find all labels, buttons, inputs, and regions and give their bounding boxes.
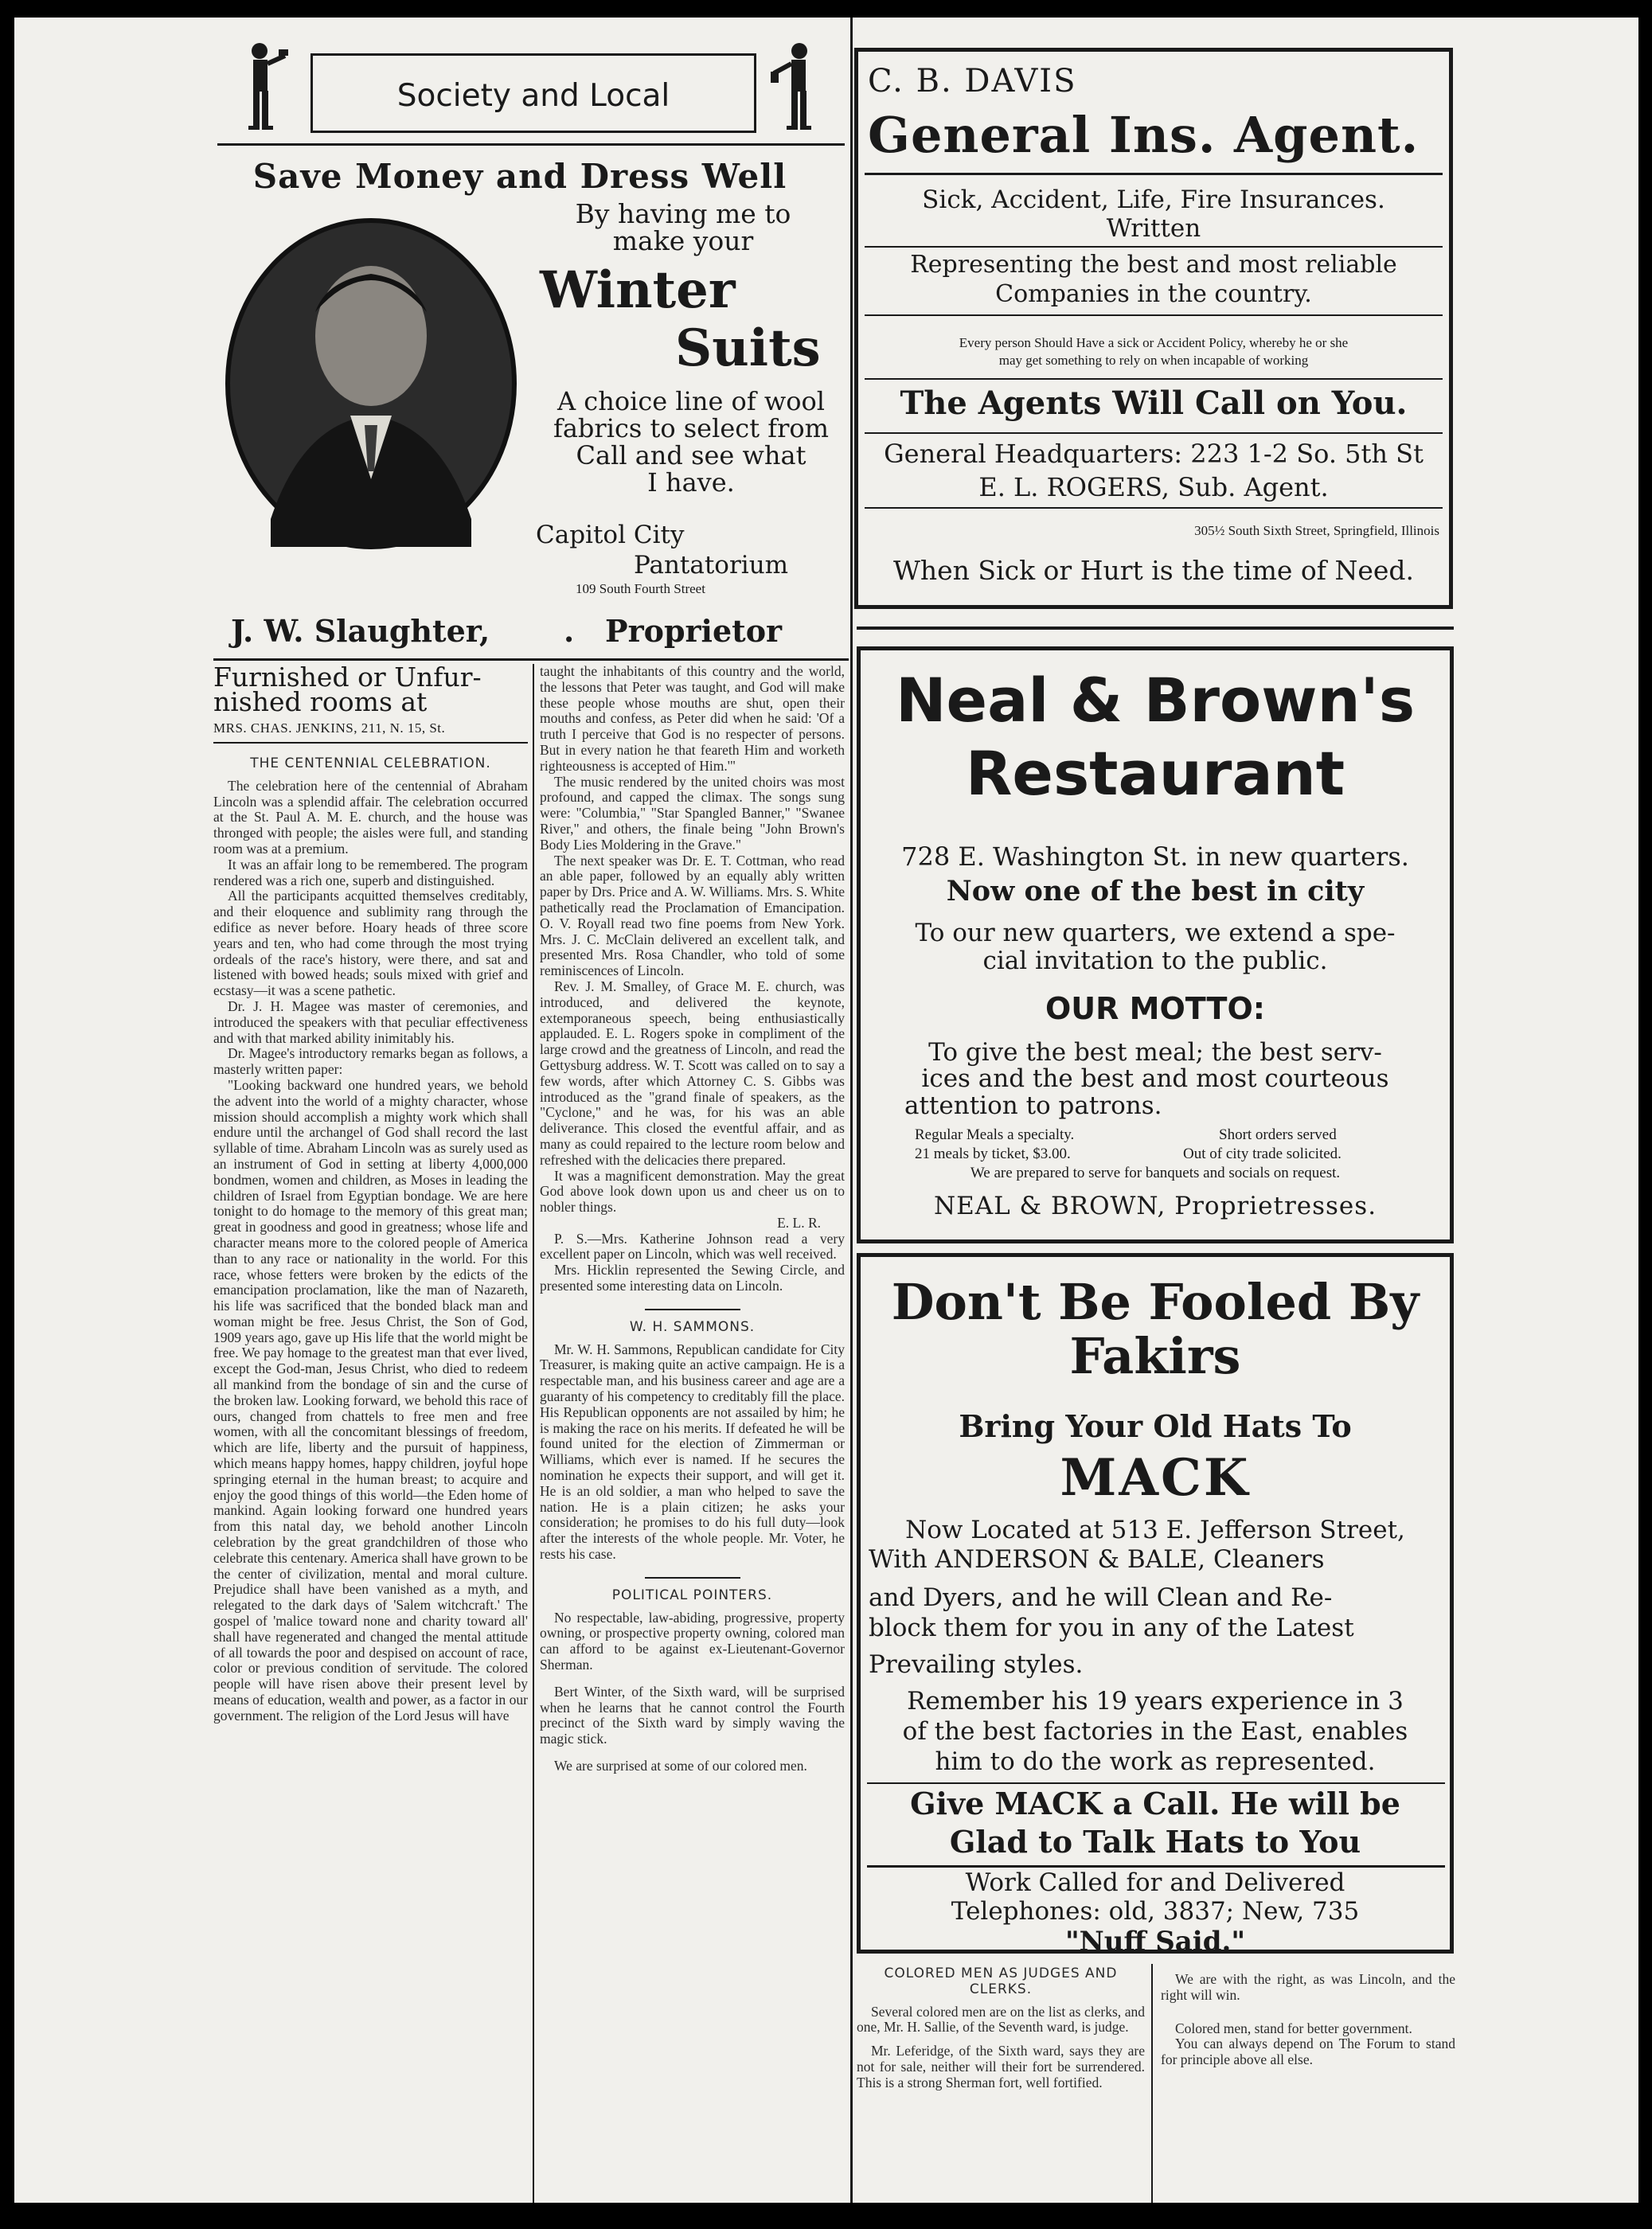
column-divider-3 [1151,1964,1153,2203]
restaurant-invite2: cial invitation to the public. [982,947,1328,975]
mack-body2: With ANDERSON & BALE, Cleaners [869,1545,1325,1574]
article-paragraph: It was an affair long to be remembered. The program rendered was a rich one, superb and distinguished. [213,856,528,888]
restaurant-best: Now one of the best in city [946,875,1365,908]
restaurant-motto1: To give the best meal; the best serv- [928,1038,1382,1067]
restaurant-name1: Neal & Brown's [895,665,1416,736]
article-paragraph: Dr. Magee's introductory remarks began as follows, a masterly written paper: [213,1045,528,1078]
davis-title: General Ins. Agent. [868,106,1420,164]
article-paragraph: You can always depend on The Forum to stand for principle above all else. [1161,2036,1455,2068]
mack-body4: block them for you in any of the Latest [869,1614,1354,1642]
mack-nuff: "Nuff Said." [1064,1926,1246,1958]
slaughter-desc [532,388,850,496]
article-paragraph: The celebration here of the centennial of Abraham Lincoln was a splendid affair. The celebration occurred at the St. Paul A. M. E. church, and the house was thronged with people; the aisles were full, and standing room was at a premium. [213,777,528,857]
article-paragraph: taught the inhabitants of this country and the world, the lessons that Peter was taught, and God will make these people whose mouths are shut, open their mouths and confess, as Peter did when he said: 'Of a truth I perceive that God is no respecter of persons. But in every nation he that feareth Him and worketh righteousness is accepted of Him.'" [540,664,845,774]
slaughter-proprietor: Proprietor [605,613,783,649]
slaughter-business1: Capitol City [536,521,685,549]
restaurant-detail2b: Out of city trade solicited. [1183,1146,1342,1162]
davis-rule [865,378,1443,380]
article-paragraph: Mrs. Hicklin represented the Sewing Circle, and presented some interesting data on Lincoln. [540,1262,845,1294]
slaughter-winter: Winter [540,260,736,320]
portrait-oval [223,217,519,551]
article-paragraph: Rev. J. M. Smalley, of Grace M. E. church, was introduced, and delivered the keynote, extemporaneous speech, being enthusiastically applauded. E. L. Rogers spoke in compliment of the large crowd and the greatness of Lincoln, and read the Gettysburg address. W. T. Scott was called on to say a few words, after which Attorney C. S. Gibbs was introduced as the "grand finale of speakers, as the "Cyclone," and he was, for his was an able deliverance. This closed the eventful affair, and as many as could repaired to the lecture room below and refreshed with the delicacies there prepared. [540,978,845,1168]
mack-bring: Bring Your Old Hats To [959,1408,1352,1444]
mack-rule [867,1865,1445,1868]
restaurant-top-rule [857,627,1454,630]
mack-body1: Now Located at 513 E. Jefferson Street, [905,1516,1405,1544]
right-column [1161,1972,1455,2199]
davis-hq: General Headquarters: 223 1-2 So. 5th St [884,439,1424,469]
rooms-rule [213,742,528,744]
section-rule [645,1577,740,1579]
mack-body3: and Dyers, and he will Clean and Re- [869,1583,1333,1612]
slaughter-address: 109 South Fourth Street [576,581,705,596]
political-heading: POLITICAL POINTERS. [611,1587,773,1603]
rooms-line2: nished rooms at [213,686,428,717]
davis-rule [865,173,1443,175]
mack-exp2: of the best factories in the East, enables [902,1717,1408,1746]
slaughter-desc-line: I have. [647,467,735,498]
section-title: Society and Local [396,78,670,114]
article-paragraph: P. S.—Mrs. Katherine Johnson read a very excellent paper on Lincoln, which was well received. [540,1230,845,1263]
article-paragraph: Mr. W. H. Sammons, Republican candidate for City Treasurer, is making quite an active campaign. He is a respectable man, and his business career and age are a guaranty of his competency to creditably fill the place. His Republican opponents are not assailed by him; he is making the race on his merits. If defeated he will be found united for the election of Zimmerman or Williams, which ever is named. If he secures the nomination he expects their support, and will get it. He is an old soldier, a man who helped to save the nation. He is a plain citizen; he asks your consideration; he promises to do his full duty—look after the interests of the whole people. Mr. Voter, he rests his case. [540,1341,845,1563]
header-title-box [310,53,756,133]
slaughter-desc-line: Call and see what [576,440,806,470]
centennial-column-1 [213,747,528,2203]
centennial-column-2 [540,664,845,2203]
article-paragraph: All the participants acquitted themselves creditably, and their eloquence and sublimity rang through the edifice as never before. Hoary heads of three score years and ten, who had come through the most trying ordeals of the race's history, were there, and sat and listened with bowed heads; souls mixed with grief and ecstasy—it was a scene pathetic. [213,888,528,999]
slaughter-desc-line: A choice line of wool [557,386,825,416]
centennial-heading: THE CENTENNIAL CELEBRATION. [250,755,491,771]
mack-call1: Give MACK a Call. He will be [910,1786,1400,1821]
article-paragraph: No respectable, law-abiding, progressive, property owning, or prospective property owning, colored man can afford to be against ex-Lieutenant-Governor Sherman. [540,1609,845,1673]
article-paragraph: The next speaker was Dr. E. T. Cottman, who read an able paper, followed by an equally ably written paper by Drs. Price and A. W. Williams. Mrs. S. White pathetically read the Proclamation of Emancipation. O. V. Royall read two fine poems from New York. Mrs. J. C. McClain delivered an excellent talk, and presented Mrs. Rosa Chandler, who told of some reminiscences of Lincoln. [540,852,845,979]
davis-line2: Written [1106,214,1201,243]
restaurant-detail1b: Short orders served [1219,1126,1337,1143]
slaughter-sub [532,198,834,256]
davis-footer: When Sick or Hurt is the time of Need. [892,555,1415,586]
newspaper-page [14,18,1638,2203]
article-paragraph: Several colored men are on the list as clerks, and one, Mr. H. Sallie, of the Seventh ward, is judge. [857,2003,1145,2036]
davis-call: The Agents Will Call on You. [900,385,1408,422]
davis-address: 305½ South Sixth Street, Springfield, Illinois [1194,523,1439,538]
restaurant-motto-head: OUR MOTTO: [1045,991,1265,1026]
article-paragraph: It was a magnificent demonstration. May the great God above look down upon us and cheer us on to nobler things. [540,1167,845,1216]
davis-rule [865,314,1443,316]
restaurant-motto3: attention to patrons. [904,1091,1162,1120]
centennial-signature: E. L. R. [777,1214,821,1231]
column-divider-2 [850,18,853,2203]
mack-exp3: him to do the work as represented. [935,1747,1376,1776]
mack-rule [867,1782,1445,1784]
mack-call2: Glad to Talk Hats to You [949,1824,1361,1860]
article-paragraph: Colored men, stand for better government. [1175,2020,1412,2036]
column-divider-1 [533,664,534,2203]
judges-column [857,1966,1145,2199]
mack-body5: Prevailing styles. [869,1650,1084,1679]
mack-head2: Fakirs [1069,1327,1241,1385]
rooms-line1: Furnished or Unfur- [213,662,482,693]
mack-ad [857,1253,1454,1958]
davis-small1: Every person Should Have a sick or Accident Policy, whereby he or she [959,335,1349,350]
header-left-figure [236,33,291,137]
header-underline [217,143,845,146]
article-paragraph: Mr. Leferidge, of the Sixth ward, says they are not for sale, neither will their fort be surrendered. This is a strong Sherman fort, well fortified. [857,2043,1145,2090]
davis-rule [865,432,1443,434]
slaughter-headline: Save Money and Dress Well [252,157,787,196]
slaughter-bottom-rule [213,658,849,661]
mack-phones: Telephones: old, 3837; New, 735 [951,1897,1360,1926]
restaurant-name2: Restaurant [965,738,1345,809]
article-paragraph: The music rendered by the united choirs was most profound, and capped the climax. The songs sung were: "Columbia," "Star Spangled Banner," "Swanee River," and others, the finale being "John Brown's Body Lies Moldering in the Grave." [540,773,845,853]
mack-name: MACK [1060,1448,1251,1508]
restaurant-detail3: We are prepared to serve for banquets and socials on request. [970,1165,1341,1181]
article-paragraph: We are with the right, as was Lincoln, and the right will win. [1161,1972,1455,2003]
section-rule [645,1309,740,1310]
restaurant-address: 728 E. Washington St. in new quarters. [901,841,1409,872]
restaurant-ad [857,646,1454,1243]
rooms-contact: MRS. CHAS. JENKINS, 211, N. 15, St. [213,720,446,736]
slaughter-desc-line: fabrics to select from [553,413,829,443]
judges-heading: COLORED MEN AS JUDGES AND CLERKS. [884,1966,1118,1997]
davis-line3: Representing the best and most reliable [910,251,1397,279]
restaurant-proprietors: NEAL & BROWN, Proprietresses. [933,1192,1377,1220]
davis-small2: may get something to rely on when incapable of working [998,353,1309,368]
slaughter-sub-line: make your [612,225,754,256]
davis-sub-agent: E. L. ROGERS, Sub. Agent. [978,472,1329,502]
davis-rule [865,246,1443,248]
article-paragraph: Dr. J. H. Magee was master of ceremonies, and introduced the speakers with that peculiar effectiveness and with that marked ability inimitably his. [213,997,528,1046]
article-paragraph: Bert Winter, of the Sixth ward, will be surprised when he learns that he cannot control the Fourth precinct of the Sixth ward by simply waving the magic stick. [540,1683,845,1747]
slaughter-dot: . [564,613,575,649]
mack-exp1: Remember his 19 years experience in 3 [907,1687,1404,1716]
article-paragraph: We are surprised at some of our colored men. [554,1758,807,1774]
slaughter-suits: Suits [675,318,821,378]
davis-name: C. B. DAVIS [868,63,1077,100]
header-right-figure [769,33,825,137]
slaughter-sub-line: By having me to [575,198,791,229]
davis-rule [865,507,1443,509]
davis-line1: Sick, Accident, Life, Fire Insurances. [922,185,1385,214]
slaughter-business2: Pantatorium [634,551,789,580]
sammons-heading: W. H. SAMMONS. [629,1318,756,1335]
mack-work: Work Called for and Delivered [965,1868,1345,1897]
restaurant-invite1: To our new quarters, we extend a spe- [915,919,1396,947]
davis-line4: Companies in the country. [995,280,1312,308]
article-paragraph: "Looking backward one hundred years, we behold the advent into the world of a mighty character, whose mission should accomplish a mighty work which shall endure until the archangel of God shall record the last syllable of time. Abraham Lincoln was as surely used as an instrument of God in setting at liberty 4,000,000 bondmen, women and children, as Moses in leading the children of Israel from Egyptian bondage. We are here tonight to do homage to the memory of this great man; great in goodness and good in greatness; whose life and character means more to the colored people of America than to any race or nationality in the world. For this race, whose fetters were broken by the edicts of the emancipation proclamation, like the man of Nazareth, his life was sacrificed that the bonded black man and woman might be free. Jesus Christ, the Son of God, 1909 years ago, gave up His life that the world might be free. We pay homage to the greatest man that ever lived, except the God-man, Jesus Christ, who died to redeem all mankind from the bondage of sin and the curse of the broken law. Looking forward, we behold this race of ours, changed from chattels to free men and free women, with all the concomitant blessings of freedom, which are life, liberty and the pursuit of happiness, which means happy homes, happy children, joyful hope springing eternal in the human breast; to acquire and enjoy the good things of this world—the Eden home of mankind. Again looking forward one hundred years from this natal day, we behold another Lincoln celebration by the great grandchildren of those who celebrate this centenary. America shall have grown to be the center of civilization, mental and moral culture. Prejudice shall have been vanished as a myth, and relegated to the dark days of 'Salem witchcraft.' The gospel of 'malice toward none and charity toward all' shall have regenerated and changed the mental attitude of all towards the poor and despised on account of race, color or previous condition of servitude. The colored people will have risen above their present level by means of education, wealth and power, as a factor in our government. The religion of the Lord Jesus will have [213,1076,528,1723]
restaurant-detail1a: Regular Meals a specialty. [915,1126,1075,1143]
davis-ad [854,48,1453,609]
restaurant-motto2: ices and the best and most courteous [921,1064,1389,1093]
slaughter-name: J. W. Slaughter, [231,613,490,649]
mack-head1: Don't Be Fooled By [891,1273,1420,1331]
restaurant-detail2a: 21 meals by ticket, $3.00. [915,1146,1071,1162]
